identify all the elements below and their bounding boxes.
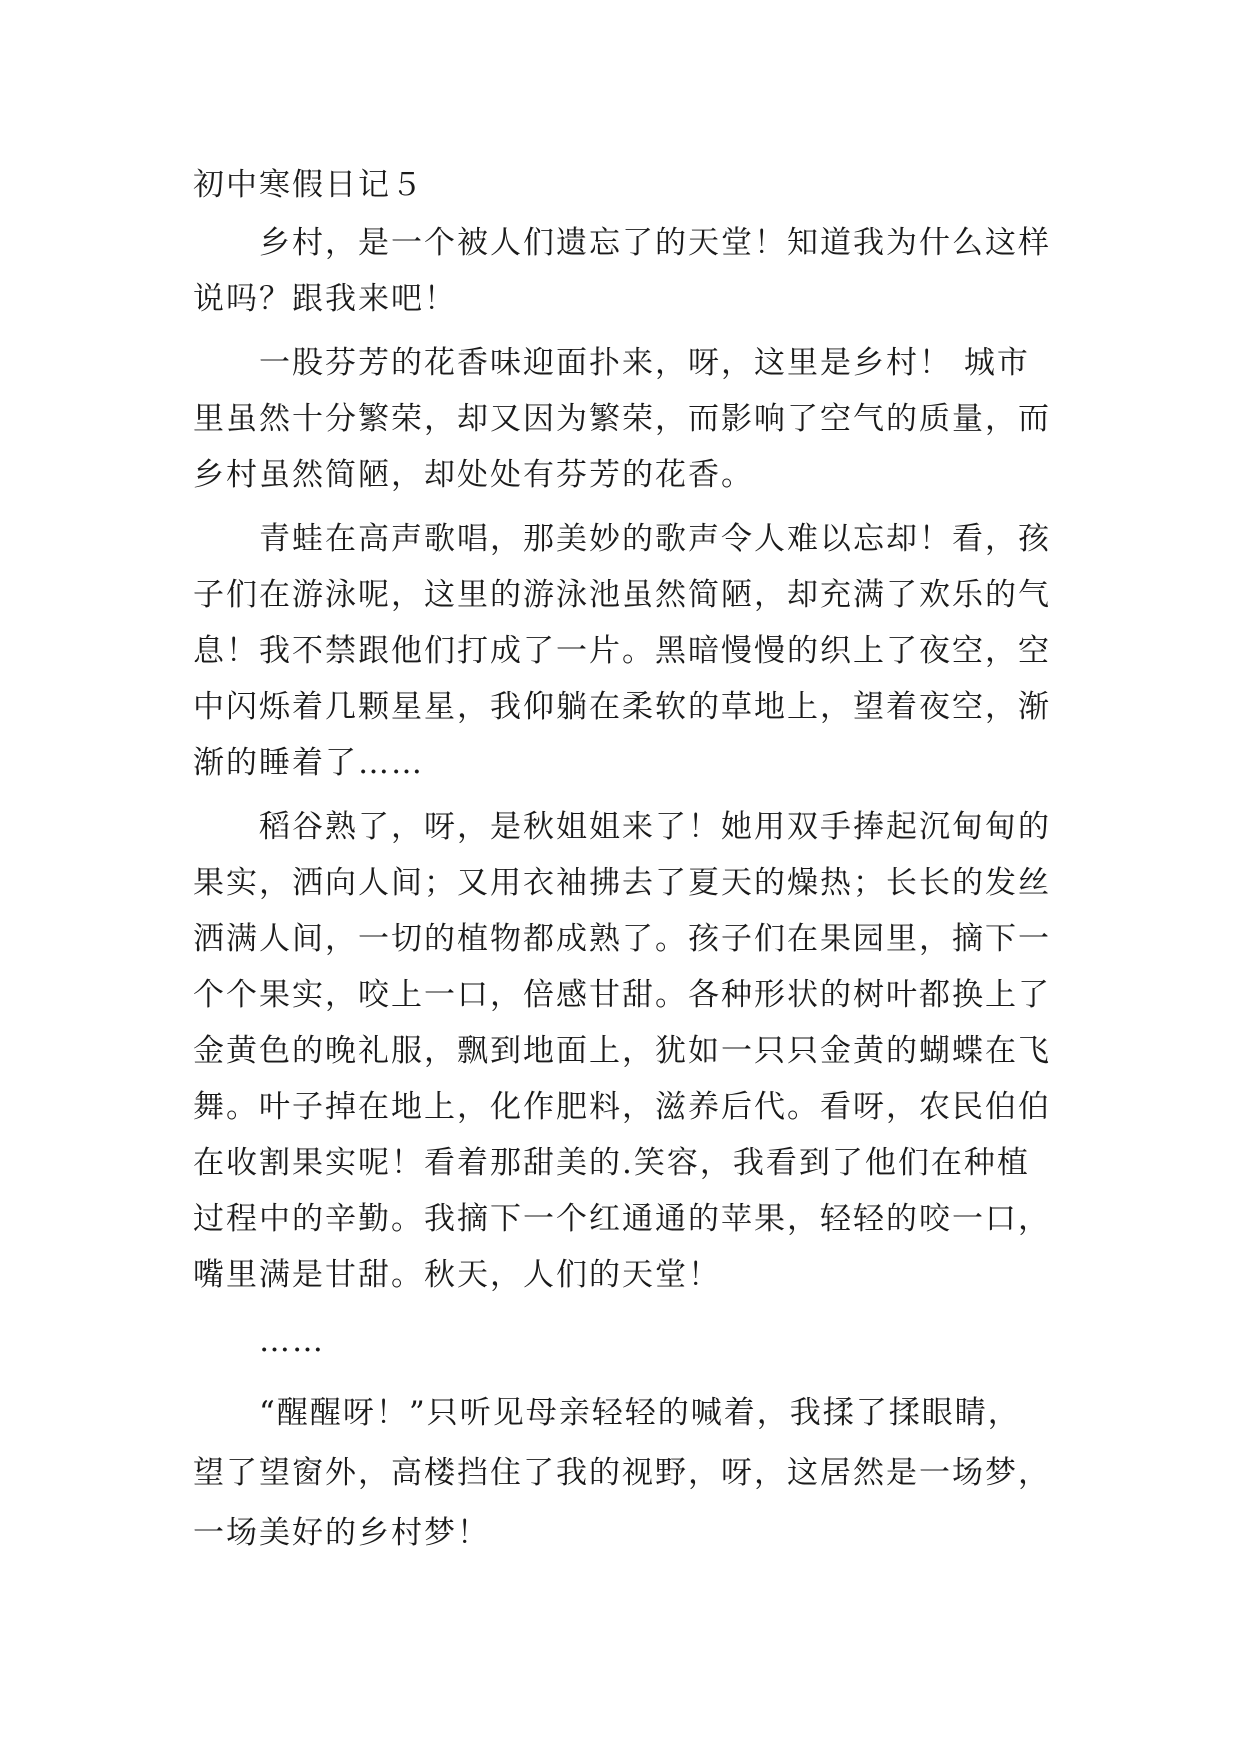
closing-paragraph: “醒醒呀！”只听见母亲轻轻的喊着，我揉了揉眼睛，望了望窗外，高楼挡住了我的视野，呀，这居然是一场梦，一场美好的乡村梦！ bbox=[193, 1395, 1051, 1551]
ellipsis-line: …… bbox=[259, 1323, 325, 1359]
paragraph-1: 乡村，是一个被人们遗忘了的天堂！知道我为什么这样说吗？跟我来吧！ bbox=[193, 225, 1051, 317]
paragraph-2: 一股芬芳的花香味迎面扑来，呀，这里是乡村！ 城市里虽然十分繁荣，却又因为繁荣，而影响了空气的质量，而乡村虽然简陋，却处处有芬芳的花香。 bbox=[193, 345, 1051, 493]
document-body bbox=[193, 155, 1053, 1563]
document-title: 初中寒假日记５ bbox=[193, 167, 424, 203]
paragraph-4: 稻谷熟了，呀，是秋姐姐来了！她用双手捧起沉甸甸的果实，洒向人间；又用衣袖拂去了夏天的燥热；长长的发丝洒满人间，一切的植物都成熟了。孩子们在果园里，摘下一个个果实，咬上一口，倍感甘甜。各种形状的树叶都换上了金黄色的晚礼服，飘到地面上，犹如一只只金黄的蝴蝶在飞舞。叶子掉在地上，化作肥料，滋养后代。看呀，农民伯伯在收割果实呢！看着那甜美的.笑容，我看到了他们在种植过程中的辛勤。我摘下一个红通通的苹果，轻轻的咬一口，嘴里满是甘甜。秋天，人们的天堂！ bbox=[193, 809, 1051, 1293]
paragraph-3: 青蛙在高声歌唱，那美妙的歌声令人难以忘却！看，孩子们在游泳呢，这里的游泳池虽然简陋，却充满了欢乐的气息！我不禁跟他们打成了一片。黑暗慢慢的织上了夜空，空中闪烁着几颗星星，我仰躺在柔软的草地上，望着夜空，渐渐的睡着了…… bbox=[193, 521, 1051, 781]
